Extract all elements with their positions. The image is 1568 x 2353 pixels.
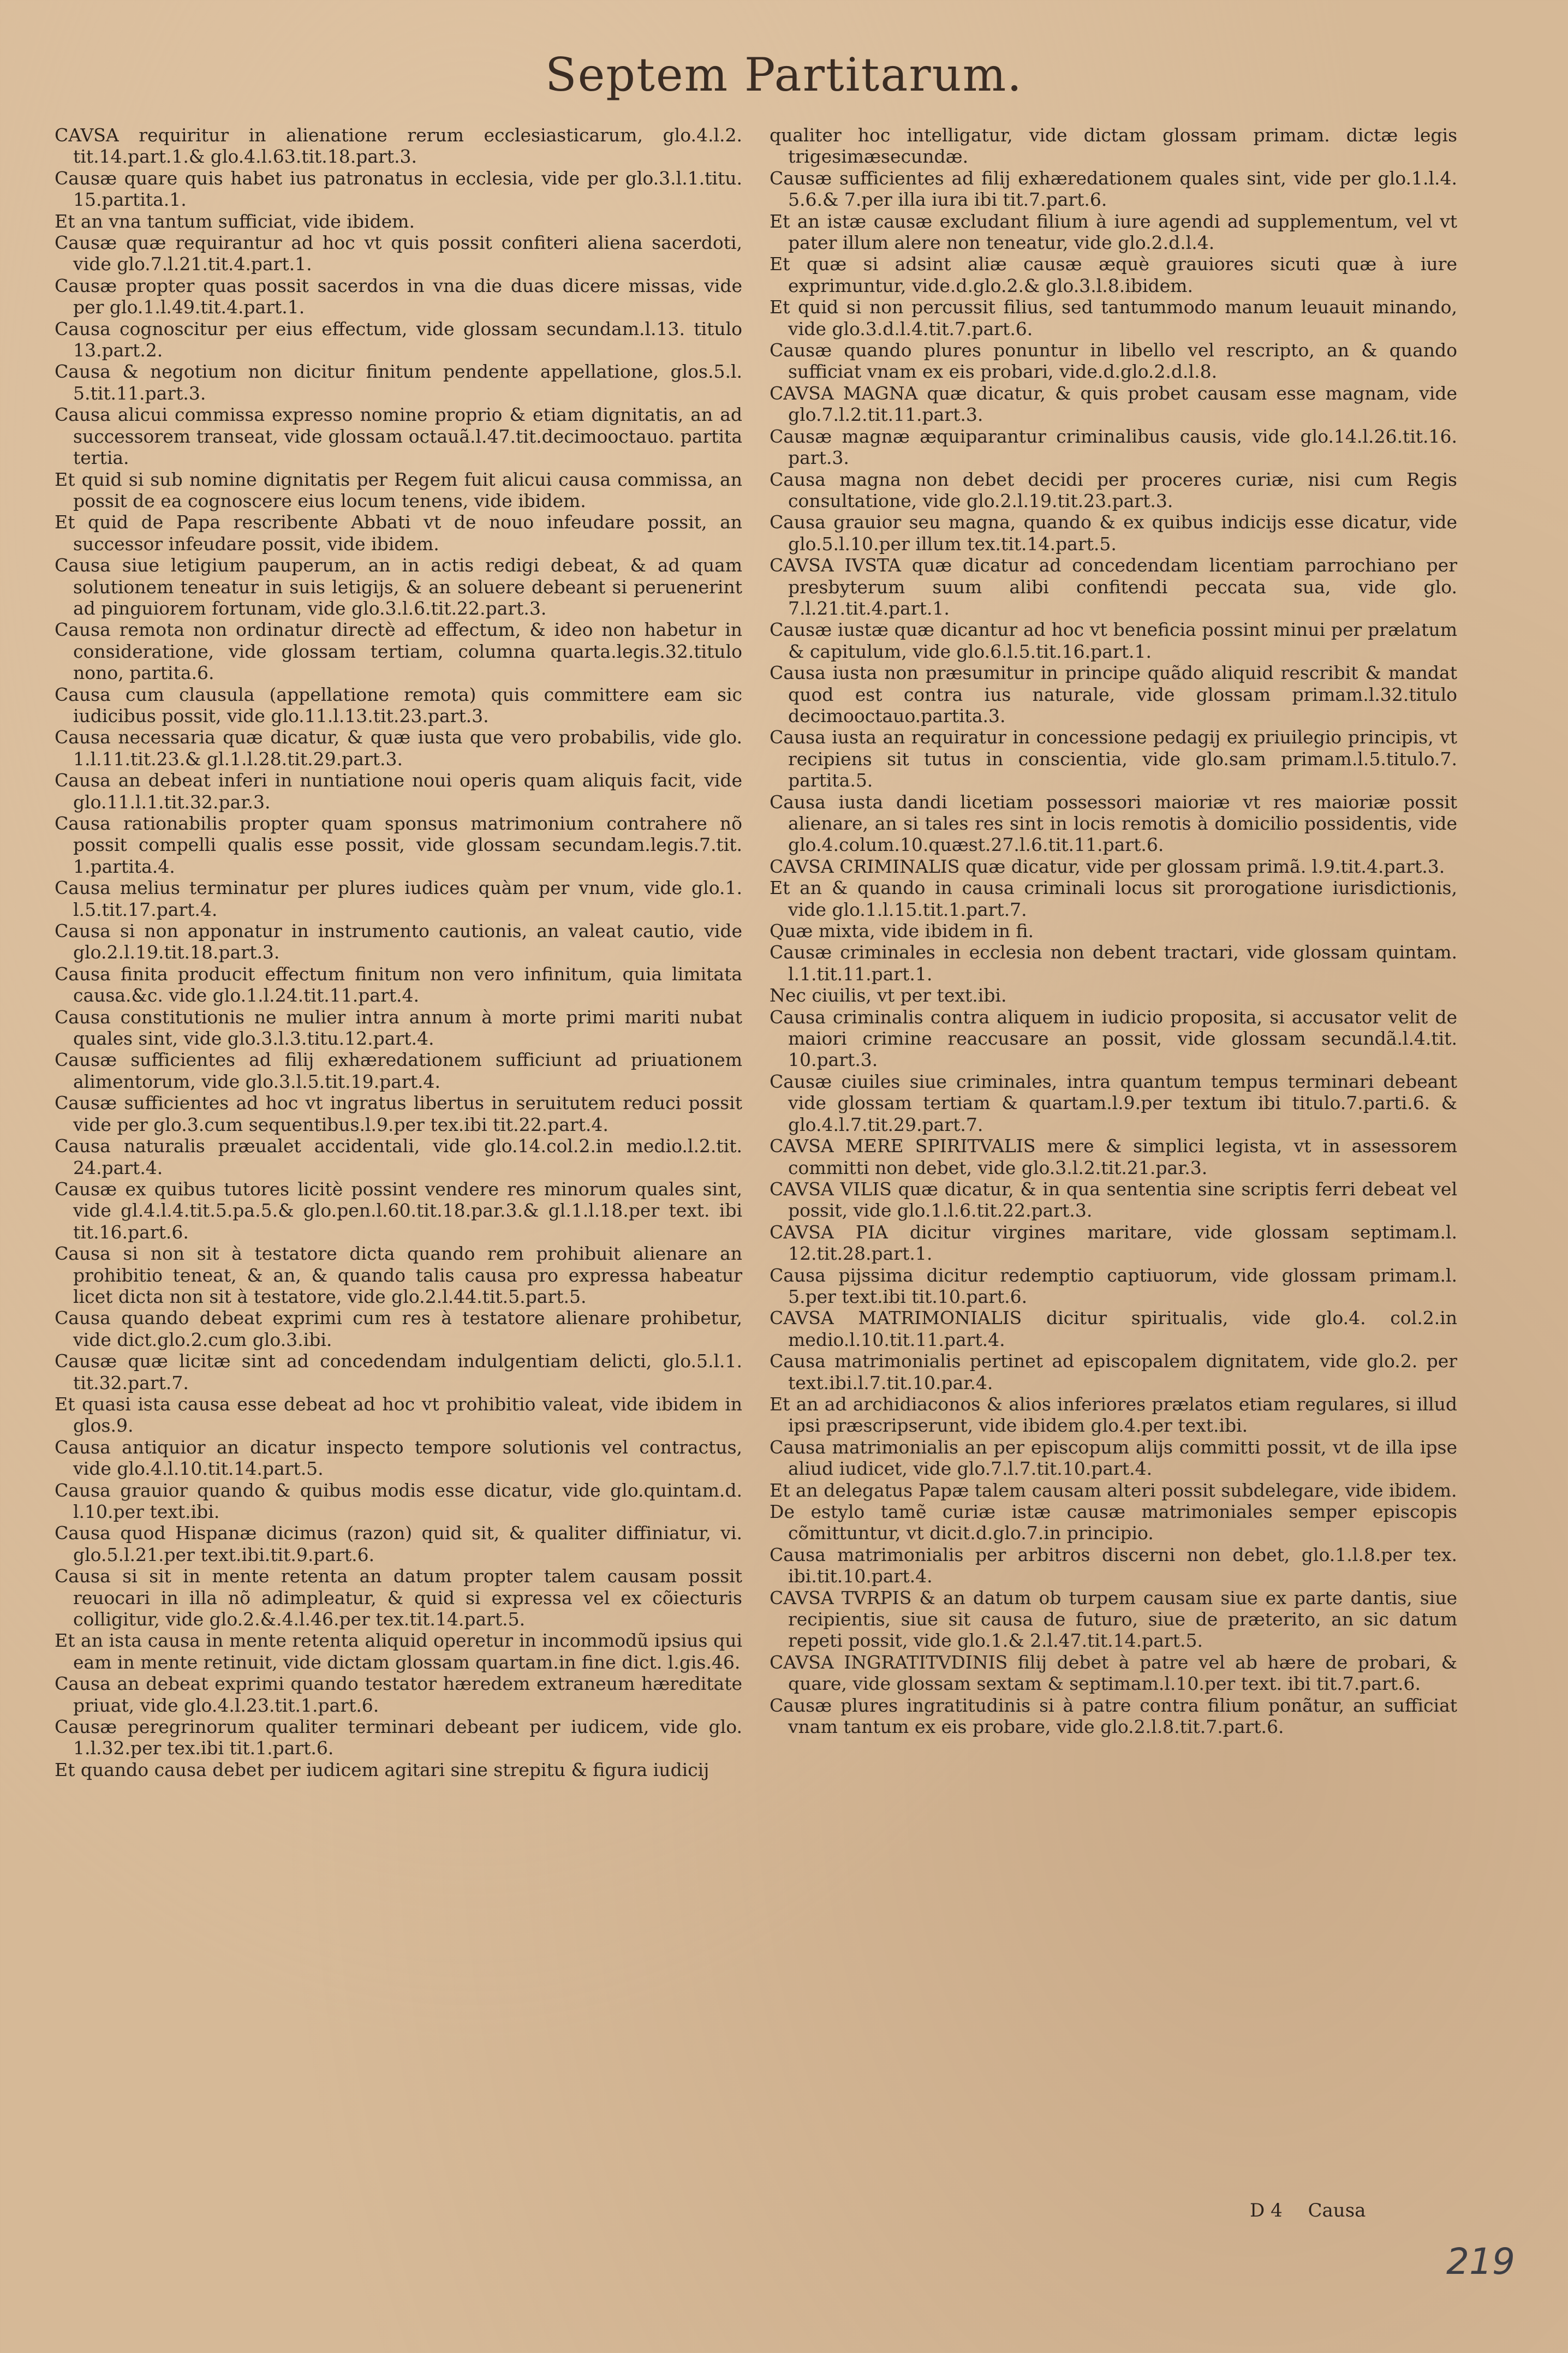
index-entry: Causa iusta an requiratur in concessione pedagij ex priuilegio principis, vt recipiens sit tutus in conscientia, vide glo.sam primam.l.5.titulo.7. partita.5.	[770, 726, 1457, 791]
index-entry: Nec ciuilis, vt per text.ibi.	[770, 985, 1007, 1006]
index-entry: Causa quod Hispanæ dicimus (razon) quid sit, & qualiter diffiniatur, vi. glo.5.l.21.per text.ibi.tit.9.part.6.	[55, 1522, 742, 1565]
catchword: Causa	[1308, 2200, 1366, 2221]
index-entry: CAVSA TVRPIS & an datum ob turpem causam siue ex parte dantis, siue recipientis, siue sit causa de futuro, siue de præterito, an sic datum repeti possit, vide glo.1.& 2.l.47.tit.14.part.5.	[770, 1587, 1457, 1652]
index-entry: qualiter hoc intelligatur, vide dictam glossam primam. dictæ legis trigesimæsecundæ.	[770, 124, 1457, 168]
index-entry: CAVSA PIA dicitur virgines maritare, vide glossam septimam.l. 12.tit.28.part.1.	[770, 1221, 1457, 1265]
index-entry: Causa matrimonialis pertinet ad episcopalem dignitatem, vide glo.2. per text.ibi.l.7.tit.10.par.4.	[770, 1350, 1457, 1393]
index-entry: Causa si non apponatur in instrumento cautionis, an valeat cautio, vide glo.2.l.19.tit.18.part.3.	[55, 920, 742, 963]
folio-number-handwritten: 219	[1446, 2241, 1515, 2283]
index-entry: Et an istæ causæ excludant filium à iure agendi ad supplementum, vel vt pater illum alere non teneatur, vide glo.2.d.l.4.	[770, 210, 1457, 254]
index-entry: Causa necessaria quæ dicatur, & quæ iusta que vero probabilis, vide glo. 1.l.11.tit.23.& gl.1.l.28.tit.29.part.3.	[55, 726, 742, 770]
index-entry: CAVSA requiritur in alienatione rerum ecclesiasticarum, glo.4.l.2. tit.14.part.1.& glo.4.l.63.tit.18.part.3.	[55, 124, 742, 168]
index-entry: Causa & negotium non dicitur finitum pendente appellatione, glos.5.l. 5.tit.11.part.3.	[55, 361, 742, 404]
index-entry: Causæ sufficientes ad filij exhæredationem sufficiunt ad priuationem alimentorum, vide glo.3.l.5.tit.19.part.4.	[55, 1049, 742, 1092]
page-title: Septem Partitarum.	[545, 48, 1023, 102]
index-entry: Causa si sit in mente retenta an datum propter talem causam possit reuocari in illa nõ adimpleatur, & quid si expressa vel ex cõiecturis colligitur, vide glo.2.&.4.l.46.per tex.tit.14.part.5.	[55, 1565, 742, 1630]
index-entry: CAVSA CRIMINALIS quæ dicatur, vide per glossam primã. l.9.tit.4.part.3.	[770, 855, 1445, 877]
index-entry: Causa naturalis præualet accidentali, vide glo.14.col.2.in medio.l.2.tit. 24.part.4.	[55, 1135, 742, 1178]
index-entry: CAVSA VILIS quæ dicatur, & in qua sententia sine scriptis ferri debeat vel possit, vide glo.1.l.6.tit.22.part.3.	[770, 1178, 1457, 1222]
index-entry: Causa criminalis contra aliquem in iudicio proposita, si accusator velit de maiori crimine reaccusare an possit, vide glossam secundã.l.4.tit. 10.part.3.	[770, 1006, 1457, 1071]
index-entry: Causa melius terminatur per plures iudices quàm per vnum, vide glo.1. l.5.tit.17.part.4.	[55, 877, 742, 920]
index-entry: Causæ sufficientes ad hoc vt ingratus libertus in seruitutem reduci possit vide per glo.3.cum sequentibus.l.9.per tex.ibi tit.22.part.4.	[55, 1092, 742, 1135]
index-entry: Causa matrimonialis per arbitros discerni non debet, glo.1.l.8.per tex. ibi.tit.10.part.4.	[770, 1544, 1457, 1587]
index-entry: CAVSA MERE SPIRITVALIS mere & simplici legista, vt in assessorem committi non debet, vide glo.3.l.2.tit.21.par.3.	[770, 1135, 1457, 1178]
catchword-line	[1250, 2200, 1568, 2221]
index-entry: CAVSA INGRATITVDINIS filij debet à patre vel ab hære de probari, & quare, vide glossam sextam & septimam.l.10.per text. ibi tit.7.part.6.	[770, 1651, 1457, 1695]
index-entry: Et quæ si adsint aliæ causæ æquè grauiores sicuti quæ à iure exprimuntur, vide.d.glo.2.& glo.3.l.8.ibidem.	[770, 253, 1457, 296]
index-entry: Causæ ex quibus tutores licitè possint vendere res minorum quales sint, vide gl.4.l.4.tit.5.pa.5.& glo.pen.l.60.tit.18.par.3.& gl.1.l.18.per text. ibi tit.16.part.6.	[55, 1178, 742, 1243]
index-entry: Causa iusta dandi licetiam possessori maioriæ vt res maioriæ possit alienare, an si tales res sint in locis remotis à domicilio possidentis, vide glo.4.colum.10.quæst.27.l.6.tit.11.part.6.	[770, 791, 1457, 856]
index-entry: Quæ mixta, vide ibidem in fi.	[770, 920, 1034, 942]
index-entry: Causæ peregrinorum qualiter terminari debeant per iudicem, vide glo. 1.l.32.per tex.ibi tit.1.part.6.	[55, 1716, 742, 1759]
index-entry: Causæ sufficientes ad filij exhæredationem quales sint, vide per glo.1.l.4. 5.6.& 7.per illa iura ibi tit.7.part.6.	[770, 167, 1457, 211]
index-entry: Et an ad archidiaconos & alios inferiores prælatos etiam regulares, si illud ipsi præscripserunt, vide ibidem glo.4.per text.ibi.	[770, 1393, 1457, 1437]
index-entry: CAVSA IVSTA quæ dicatur ad concedendam licentiam parrochiano per presbyterum suum alibi confitendi peccata sua, vide glo. 7.l.21.tit.4.part.1.	[770, 555, 1457, 619]
index-entry: Causæ quæ licitæ sint ad concedendam indulgentiam delicti, glo.5.l.1. tit.32.part.7.	[55, 1350, 742, 1393]
index-column-right	[770, 124, 1457, 1737]
index-entry: Et quid si sub nomine dignitatis per Regem fuit alicui causa commissa, an possit de ea cognoscere eius locum tenens, vide ibidem.	[55, 468, 742, 511]
index-entry: Causa grauior quando & quibus modis esse dicatur, vide glo.quintam.d. l.10.per text.ibi.	[55, 1479, 742, 1522]
index-entry: Causa iusta non præsumitur in principe quãdo aliquid rescribit & mandat quod est contra ius naturale, vide glossam primam.l.32.titulo decimooctauo.partita.3.	[770, 662, 1457, 726]
signature-mark: D 4	[1250, 2200, 1283, 2221]
index-entry: Causa remota non ordinatur directè ad effectum, & ideo non habetur in consideratione, vide glossam tertiam, columna quarta.legis.32.titulo nono, partita.6.	[55, 619, 742, 684]
index-entry: Causa matrimonialis an per episcopum alijs committi possit, vt de illa ipse aliud iudicet, vide glo.7.l.7.tit.10.part.4.	[770, 1436, 1457, 1480]
index-entry: Causa an debeat inferi in nuntiatione noui operis quam aliquis facit, vide glo.11.l.1.tit.32.par.3.	[55, 770, 742, 813]
index-entry: De estylo tamẽ curiæ istæ causæ matrimoniales semper episcopis cõmittuntur, vt dicit.d.glo.7.in principio.	[770, 1501, 1457, 1544]
index-entry: Causa alicui commissa expresso nomine proprio & etiam dignitatis, an ad successorem transeat, vide glossam octauã.l.47.tit.decimooctauo. partita tertia.	[55, 404, 742, 469]
index-entry: CAVSA MAGNA quæ dicatur, & quis probet causam esse magnam, vide glo.7.l.2.tit.11.part.3.	[770, 382, 1457, 426]
index-entry: Et an ista causa in mente retenta aliquid operetur in incommodũ ipsius qui eam in mente retinuit, vide dictam glossam quartam.in fine dict. l.gis.46.	[55, 1630, 742, 1673]
index-entry: Causæ quando plures ponuntur in libello vel rescripto, an & quando sufficiat vnam ex eis probari, vide.d.glo.2.d.l.8.	[770, 339, 1457, 383]
index-entry: Causæ criminales in ecclesia non debent tractari, vide glossam quintam. l.1.tit.11.part.1.	[770, 942, 1457, 985]
index-entry: Causa quando debeat exprimi cum res à testatore alienare prohibetur, vide dict.glo.2.cum glo.3.ibi.	[55, 1307, 742, 1350]
index-entry: Causa cognoscitur per eius effectum, vide glossam secundam.l.13. titulo 13.part.2.	[55, 318, 742, 361]
index-entry: Causa constitutionis ne mulier intra annum à morte primi mariti nubat quales sint, vide glo.3.l.3.titu.12.part.4.	[55, 1006, 742, 1050]
index-entry: Causæ magnæ æquiparantur criminalibus causis, vide glo.14.l.26.tit.16. part.3.	[770, 425, 1457, 469]
index-entry: Causa pijssima dicitur redemptio captiuorum, vide glossam primam.l. 5.per text.ibi tit.10.part.6.	[770, 1264, 1457, 1307]
index-entry: Et an & quando in causa criminali locus sit prorogatione iurisdictionis, vide glo.1.l.15.tit.1.part.7.	[770, 877, 1457, 920]
index-entry: Causæ quæ requirantur ad hoc vt quis possit confiteri aliena sacerdoti, vide glo.7.l.21.tit.4.part.1.	[55, 232, 742, 275]
index-entry: Causa cum clausula (appellatione remota) quis committere eam sic iudicibus possit, vide glo.11.l.13.tit.23.part.3.	[55, 683, 742, 726]
index-entry: Causa finita producit effectum finitum non vero infinitum, quia limitata causa.&c. vide glo.1.l.24.tit.11.part.4.	[55, 963, 742, 1006]
index-entry: Causæ iustæ quæ dicantur ad hoc vt beneficia possint minui per prælatum & capitulum, vide glo.6.l.5.tit.16.part.1.	[770, 619, 1457, 662]
index-column-left	[55, 124, 742, 1780]
index-entry: Et an vna tantum sufficiat, vide ibidem.	[55, 210, 415, 232]
index-entry: Causæ ciuiles siue criminales, intra quantum tempus terminari debeant vide glossam tertiam & quartam.l.9.per textum ibi titulo.7.parti.6. & glo.4.l.7.tit.29.part.7.	[770, 1070, 1457, 1135]
index-entry: Causæ plures ingratitudinis si à patre contra filium ponãtur, an sufficiat vnam tantum ex eis probare, vide glo.2.l.8.tit.7.part.6.	[770, 1694, 1457, 1738]
index-entry: Causæ quare quis habet ius patronatus in ecclesia, vide per glo.3.l.1.titu. 15.partita.1.	[55, 167, 742, 211]
index-entry: Causa rationabilis propter quam sponsus matrimonium contrahere nõ possit compelli qualis esse possit, vide glossam secundam.legis.7.tit. 1.partita.4.	[55, 813, 742, 877]
index-entry: Causa siue letigium pauperum, an in actis redigi debeat, & ad quam solutionem teneatur in suis letigijs, & an soluere debeant si peruenerint ad pinguiorem fortunam, vide glo.3.l.6.tit.22.part.3.	[55, 555, 742, 619]
index-entry: Et quando causa debet per iudicem agitari sine strepitu & figura iudicij	[55, 1759, 710, 1780]
index-entry: Et an delegatus Papæ talem causam alteri possit subdelegare, vide ibidem.	[770, 1479, 1457, 1501]
index-entry: Et quid si non percussit filius, sed tantummodo manum leuauit minando, vide glo.3.d.l.4.tit.7.part.6.	[770, 296, 1457, 339]
index-entry: Causæ propter quas possit sacerdos in vna die duas dicere missas, vide per glo.1.l.49.tit.4.part.1.	[55, 275, 742, 318]
index-entry: Causa si non sit à testatore dicta quando rem prohibuit alienare an prohibitio teneat, & an, & quando talis causa pro expressa habeatur licet dicta non sit à testatore, vide glo.2.l.44.tit.5.part.5.	[55, 1243, 742, 1307]
index-entry: CAVSA MATRIMONIALIS dicitur spiritualis, vide glo.4. col.2.in medio.l.10.tit.11.part.4.	[770, 1307, 1457, 1350]
index-entry: Causa an debeat exprimi quando testator hæredem extraneum hæreditate priuat, vide glo.4.l.23.tit.1.part.6.	[55, 1673, 742, 1716]
index-entry: Et quasi ista causa esse debeat ad hoc vt prohibitio valeat, vide ibidem in glos.9.	[55, 1393, 742, 1437]
index-entry: Causa grauior seu magna, quando & ex quibus indicijs esse dicatur, vide glo.5.l.10.per illum tex.tit.14.part.5.	[770, 511, 1457, 555]
index-entry: Causa antiquior an dicatur inspecto tempore solutionis vel contractus, vide glo.4.l.10.tit.14.part.5.	[55, 1436, 742, 1480]
index-entry: Causa magna non debet decidi per proceres curiæ, nisi cum Regis consultatione, vide glo.2.l.19.tit.23.part.3.	[770, 468, 1457, 511]
index-entry: Et quid de Papa rescribente Abbati vt de nouo infeudare possit, an successor infeudare possit, vide ibidem.	[55, 511, 742, 555]
